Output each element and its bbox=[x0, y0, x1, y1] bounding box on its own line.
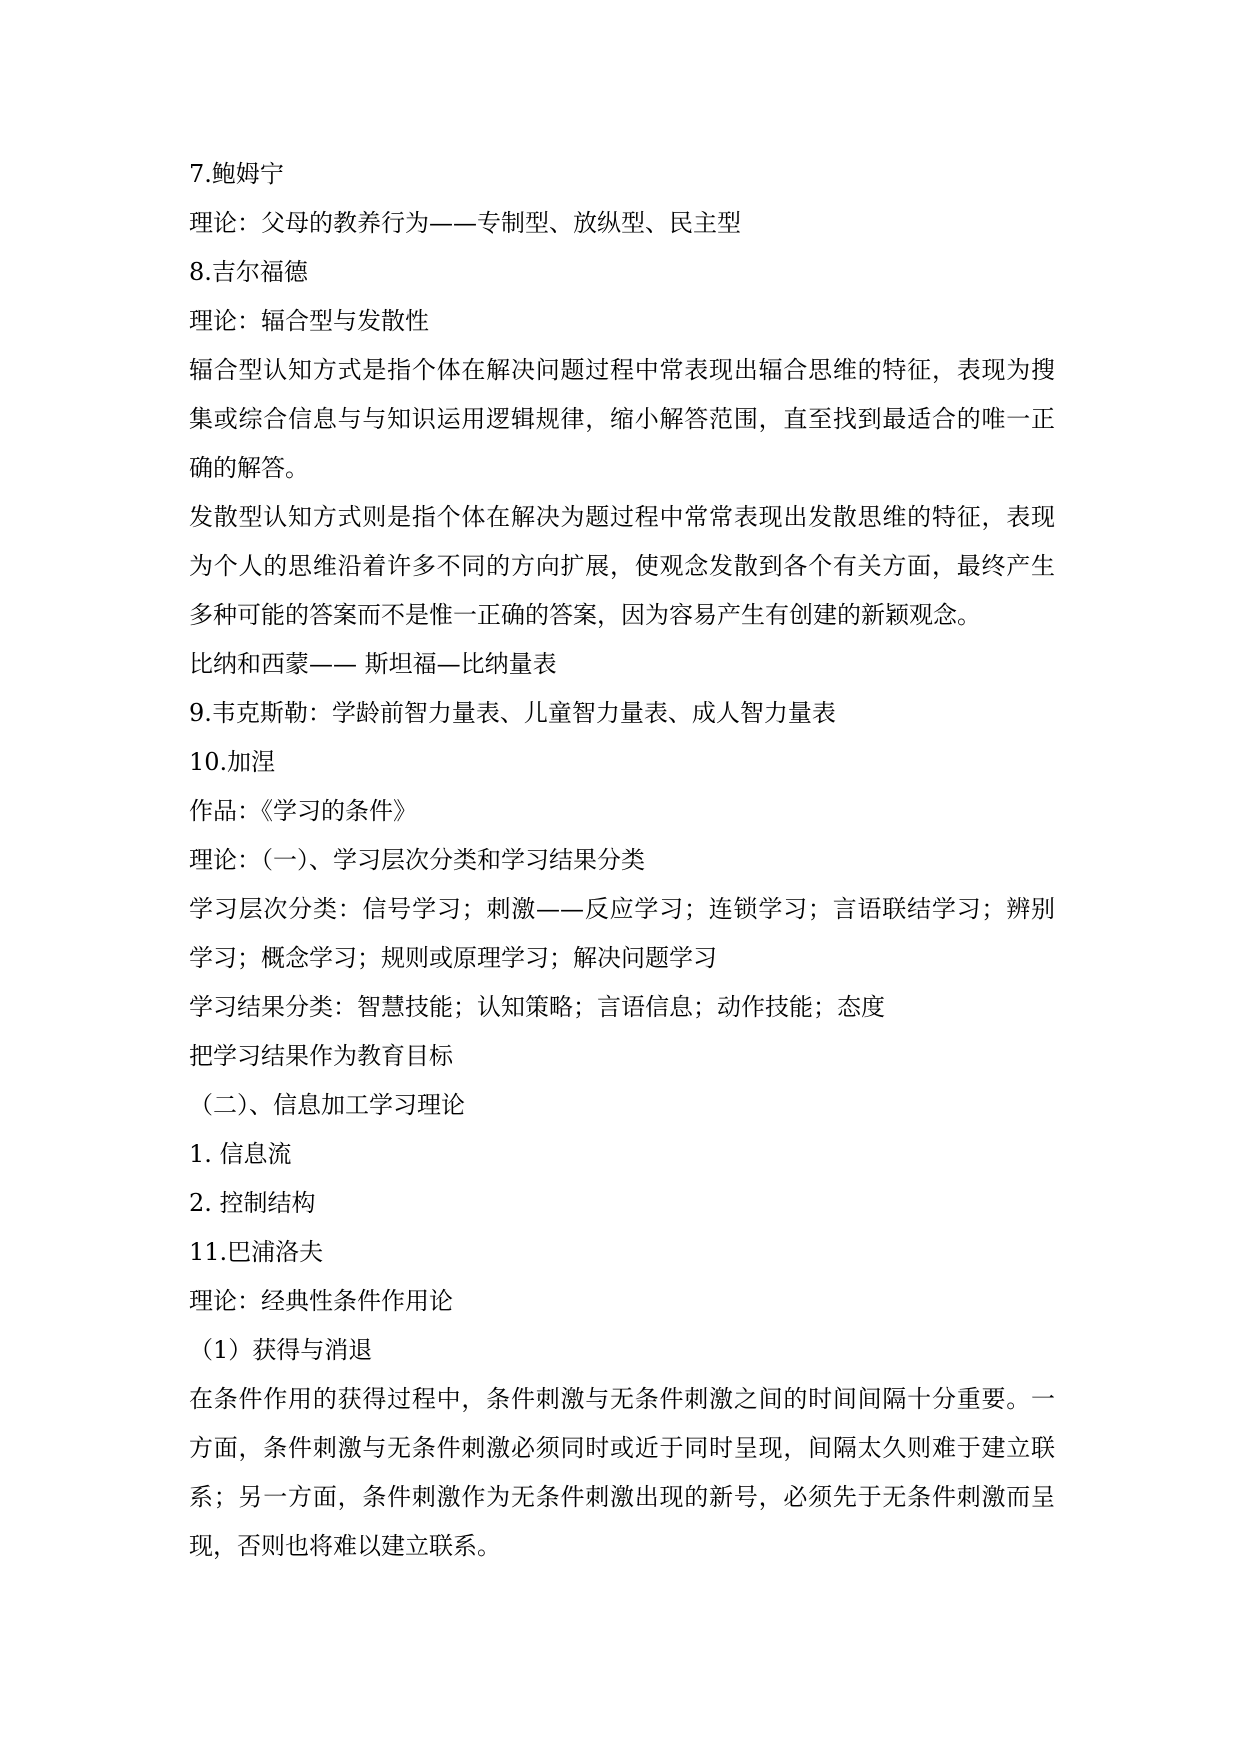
paragraph-line: 在条件作用的获得过程中，条件刺激与无条件刺激之间的时间间隔十分重要。一 bbox=[189, 1385, 1055, 1413]
heading-pavlov: 11.巴浦洛夫 bbox=[189, 1238, 324, 1266]
works-line: 作品：《学习的条件》 bbox=[189, 797, 417, 825]
document-body bbox=[189, 150, 1055, 1571]
theory-line: 理论：经典性条件作用论 bbox=[189, 1287, 453, 1315]
theory-line: 理论：父母的教养行为——专制型、放纵型、民主型 bbox=[189, 209, 741, 237]
conditioning-paragraph bbox=[189, 1375, 1055, 1571]
list-item: 2. 控制结构 bbox=[189, 1189, 316, 1217]
paragraph-line: 集或综合信息与与知识运用逻辑规律，缩小解答范围，直至找到最适合的唯一正 bbox=[189, 405, 1055, 433]
binet-simon-line: 比纳和西蒙—— 斯坦福—比纳量表 bbox=[189, 650, 557, 678]
convergent-paragraph bbox=[189, 346, 1055, 493]
heading-gagne: 10.加涅 bbox=[189, 748, 276, 776]
theory-line: 理论：辐合型与发散性 bbox=[189, 307, 429, 335]
education-goal-line: 把学习结果作为教育目标 bbox=[189, 1042, 453, 1070]
paragraph-line: 为个人的思维沿着许多不同的方向扩展，使观念发散到各个有关方面，最终产生 bbox=[189, 552, 1055, 580]
paragraph-line: 多种可能的答案而不是惟一正确的答案，因为容易产生有创建的新颖观念。 bbox=[189, 601, 981, 629]
paragraph-line: 学习层次分类：信号学习；刺激——反应学习；连锁学习；言语联结学习；辨别 bbox=[189, 895, 1055, 923]
paragraph-line: 系；另一方面，条件刺激作为无条件刺激出现的新号，必须先于无条件刺激而呈 bbox=[189, 1483, 1055, 1511]
learning-outcomes-line: 学习结果分类：智慧技能；认知策略；言语信息；动作技能；态度 bbox=[189, 993, 885, 1021]
paragraph-line: 确的解答。 bbox=[189, 454, 309, 482]
learning-levels-paragraph bbox=[189, 885, 1055, 983]
subsection-heading: （二）、信息加工学习理论 bbox=[189, 1091, 465, 1119]
divergent-paragraph bbox=[189, 493, 1055, 640]
paragraph-line: 方面，条件刺激与无条件刺激必须同时或近于同时呈现，间隔太久则难于建立联 bbox=[189, 1434, 1055, 1462]
paragraph-line: 发散型认知方式则是指个体在解决为题过程中常常表现出发散思维的特征，表现 bbox=[189, 503, 1055, 531]
heading-wechsler: 9.韦克斯勒：学龄前智力量表、儿童智力量表、成人智力量表 bbox=[189, 699, 836, 727]
subsection-heading: （1）获得与消退 bbox=[189, 1336, 373, 1364]
heading-guilford: 8.吉尔福德 bbox=[189, 258, 308, 286]
paragraph-line: 辐合型认知方式是指个体在解决问题过程中常表现出辐合思维的特征，表现为搜 bbox=[189, 356, 1055, 384]
heading-baumrind: 7.鲍姆宁 bbox=[189, 160, 284, 188]
paragraph-line: 现，否则也将难以建立联系。 bbox=[189, 1532, 501, 1560]
theory-line: 理论：（一）、学习层次分类和学习结果分类 bbox=[189, 846, 645, 874]
paragraph-line: 学习；概念学习；规则或原理学习；解决问题学习 bbox=[189, 944, 717, 972]
list-item: 1. 信息流 bbox=[189, 1140, 292, 1168]
